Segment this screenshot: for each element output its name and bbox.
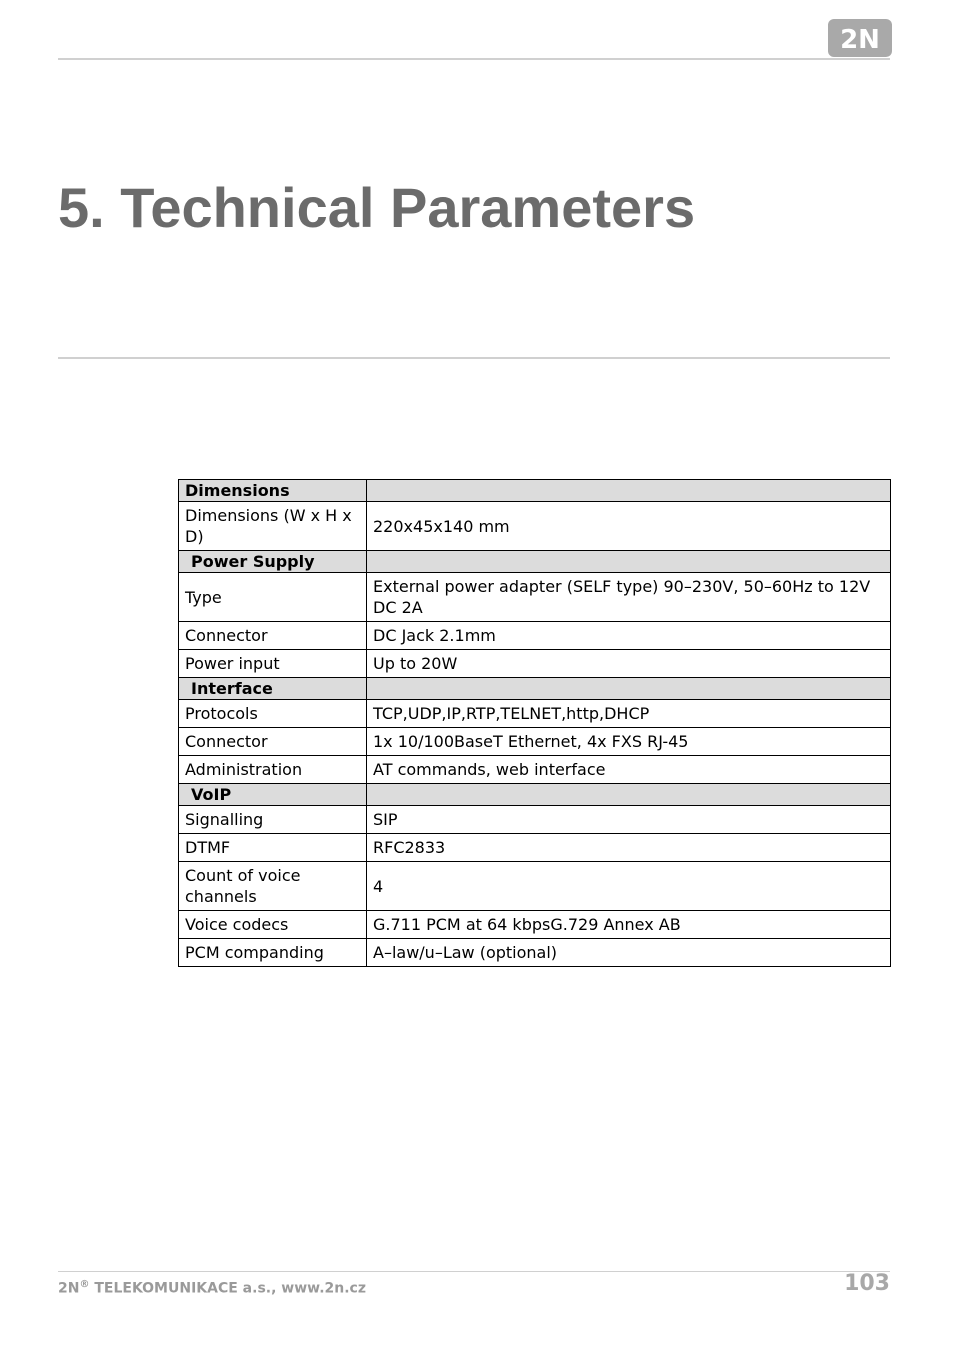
parameter-value: 4 [367, 862, 891, 911]
parameter-value: 1x 10/100BaseT Ethernet, 4x FXS RJ-45 [367, 728, 891, 756]
section-title: Power Supply [179, 551, 367, 573]
parameter-label: Dimensions (W x H x D) [179, 502, 367, 551]
section-empty-cell [367, 784, 891, 806]
parameter-label: PCM companding [179, 939, 367, 967]
registered-mark: ® [79, 1279, 90, 1290]
header-rule [58, 58, 890, 60]
2n-logo-icon [828, 19, 892, 57]
parameter-value: A–law/u–Law (optional) [367, 939, 891, 967]
table-row [179, 862, 891, 911]
parameter-label: DTMF [179, 834, 367, 862]
parameter-label: Power input [179, 650, 367, 678]
parameter-value: 220x45x140 mm [367, 502, 891, 551]
chapter-title: 5. Technical Parameters [58, 176, 696, 239]
table-row [179, 700, 891, 728]
parameter-value: Up to 20W [367, 650, 891, 678]
table-row [179, 650, 891, 678]
table-row [179, 939, 891, 967]
parameter-value: RFC2833 [367, 834, 891, 862]
parameter-value: G.711 PCM at 64 kbpsG.729 Annex AB [367, 911, 891, 939]
page-number: 103 [844, 1271, 890, 1296]
parameter-value: External power adapter (SELF type) 90–230V, 50–60Hz to 12V DC 2A [367, 573, 891, 622]
footer-company [58, 1279, 366, 1297]
section-header-dimensions [179, 480, 891, 502]
footer-brand: 2N [58, 1280, 80, 1297]
section-empty-cell [367, 480, 891, 502]
table-row [179, 834, 891, 862]
parameter-label: Connector [179, 622, 367, 650]
table-row [179, 911, 891, 939]
section-title: Interface [179, 678, 367, 700]
table-row [179, 806, 891, 834]
logo-text: 2N [840, 25, 880, 55]
table-row [179, 728, 891, 756]
table-row [179, 502, 891, 551]
parameter-label: Signalling [179, 806, 367, 834]
parameter-label: Type [179, 573, 367, 622]
section-empty-cell [367, 678, 891, 700]
parameter-label: Administration [179, 756, 367, 784]
table-row [179, 573, 891, 622]
technical-parameters-table [178, 479, 891, 967]
parameter-label: Protocols [179, 700, 367, 728]
parameter-value: SIP [367, 806, 891, 834]
section-header-interface [179, 678, 891, 700]
title-rule [58, 357, 890, 359]
parameter-value: TCP,UDP,IP,RTP,TELNET,http,DHCP [367, 700, 891, 728]
parameter-value: DC Jack 2.1mm [367, 622, 891, 650]
footer-rule [58, 1271, 890, 1272]
parameter-label: Count of voice channels [179, 862, 367, 911]
section-header-power-supply [179, 551, 891, 573]
section-title: Dimensions [179, 480, 367, 502]
parameter-label: Voice codecs [179, 911, 367, 939]
table-row [179, 756, 891, 784]
table-row [179, 622, 891, 650]
parameter-value: AT commands, web interface [367, 756, 891, 784]
section-header-voip [179, 784, 891, 806]
footer-company-name: TELEKOMUNIKACE a.s., www.2n.cz [89, 1280, 366, 1297]
parameter-label: Connector [179, 728, 367, 756]
section-title: VoIP [179, 784, 367, 806]
section-empty-cell [367, 551, 891, 573]
